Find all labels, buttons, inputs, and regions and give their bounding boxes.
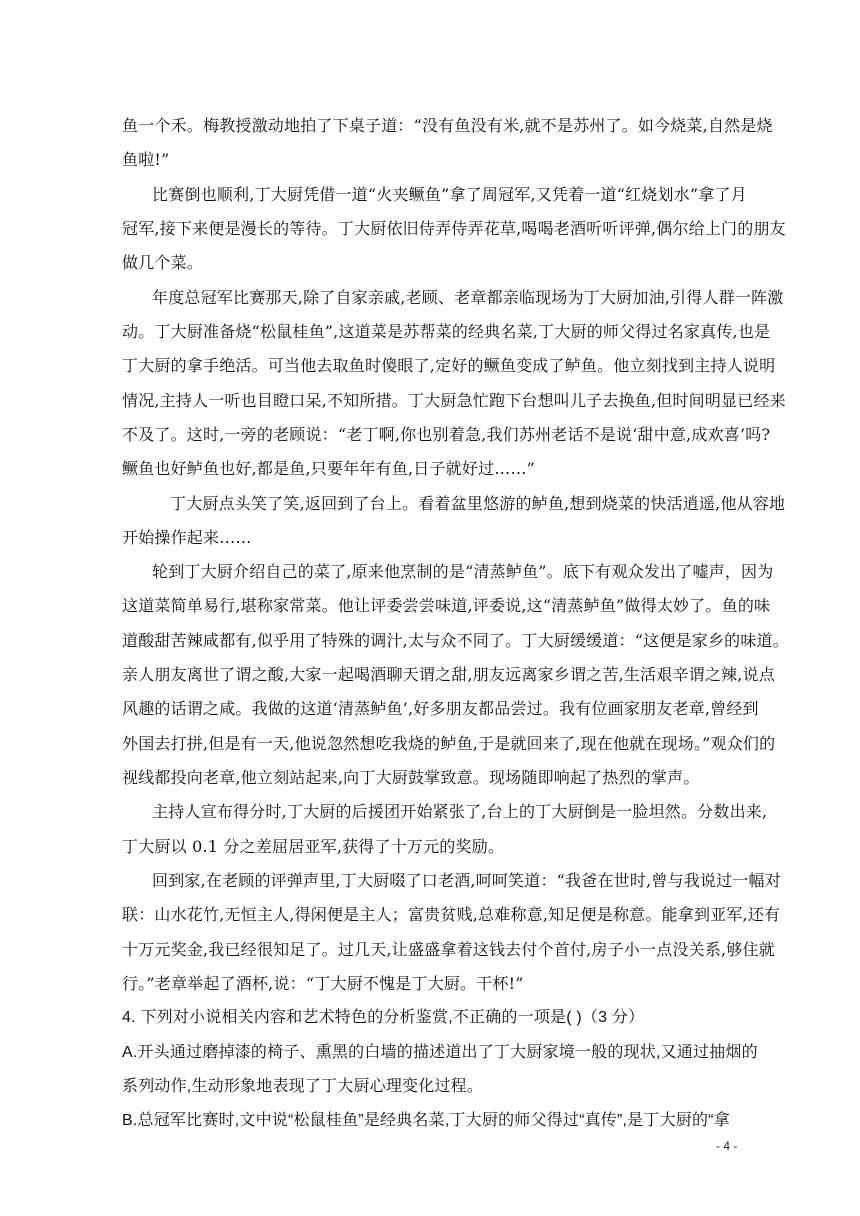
text-line: 回到家,在老顾的评弹声里,丁大厨啜了口老酒,呵呵笑道：“我爸在世时,曾与我说过一幅对 <box>152 871 781 890</box>
text-line: 道酸甜苦辣咸都有,似乎用了特殊的调汁,太与众不同了。丁大厨缓缓道：“这便是家乡的味道。 <box>122 631 789 650</box>
text-line: 开始操作起来…… <box>122 528 252 547</box>
text-line: 情况,主持人一听也目瞪口呆,不知所措。丁大厨急忙跑下台想叫儿子去换鱼,但时间明显已经来 <box>122 391 786 410</box>
text-line: 视线都投向老章,他立刻站起来,向丁大厨鼓掌致意。现场随即响起了热烈的掌声。 <box>122 768 700 787</box>
text-line: 这道菜简单易行,堪称家常菜。他让评委尝尝味道,评委说,这“清蒸鲈鱼”做得太妙了。鱼的味 <box>122 596 771 615</box>
text-line: 年度总冠军比赛那天,除了自家亲戚,老顾、老章都亲临现场为丁大厨加油,引得人群一阵激 <box>152 288 784 307</box>
text-line: 主持人宣布得分时,丁大厨的后援团开始紧张了,台上的丁大厨倒是一脸坦然。分数出来, <box>152 802 768 821</box>
text-line: 动。丁大厨准备烧“松鼠桂鱼”,这道菜是苏帮菜的经典名菜,丁大厨的师父得过名家真传,也是 <box>122 322 771 341</box>
text-line: 丁大厨以 0.1 分之差屈居亚军,获得了十万元的奖励。 <box>122 837 505 856</box>
text-line: 外国去打拼,但是有一天,他说忽然想吃我烧的鲈鱼,于是就回来了,现在他就在现场。”观众们的 <box>122 734 776 753</box>
text-line: 丁大厨点头笑了笑,返回到了台上。看着盆里悠游的鲈鱼,想到烧菜的快活逍遥,他从容地 <box>170 494 786 513</box>
text-line: 鱼啦!” <box>122 150 170 169</box>
option-b: B.总冠军比赛时,文中说“松鼠桂鱼”是经典名菜,丁大厨的师父得过“真传”,是丁大厨的“拿 <box>122 1112 730 1129</box>
text-line: 十万元奖金,我已经很知足了。过几天,让盛盛拿着这钱去付个首付,房子小一点没关系,够住就 <box>122 940 775 959</box>
text-line: 不及了。这时,一旁的老顾说：“老丁啊,你也别着急,我们苏州老话不是说‘甜中意,成欢喜’吗? <box>122 425 771 444</box>
text-line: 风趣的话谓之咸。我做的这道‘清蒸鲈鱼’,好多朋友都品尝过。我有位画家朋友老章,曾经到 <box>122 699 759 718</box>
text-line: 比赛倒也顺利,丁大厨凭借一道“火夹鳜鱼”拿了周冠军,又凭着一道“红烧划水”拿了月 <box>152 185 747 204</box>
page-number: - 4 - <box>716 1139 738 1153</box>
text-line: 鱼一个禾。梅教授激动地拍了下桌子道：“没有鱼没有米,就不是苏州了。如今烧菜,自然是烧 <box>122 116 773 135</box>
text-line: 丁大厨的拿手绝活。可当他去取鱼时傻眼了,定好的鳜鱼变成了鲈鱼。他立刻找到主持人说明 <box>122 356 776 375</box>
text-line: 冠军,接下来便是漫长的等待。丁大厨依旧侍弄侍弄花草,喝喝老酒听听评弹,偶尔给上门的朋友 <box>122 219 786 238</box>
option-a-continued: 系列动作,生动形象地表现了丁大厨心理变化过程。 <box>122 1078 484 1095</box>
text-line: 亲人朋友离世了谓之酸,大家一起喝酒聊天谓之甜,朋友远离家乡谓之苦,生活艰辛谓之辣,说点 <box>122 665 775 684</box>
text-line: 联：山水花竹,无恒主人,得闲便是主人；富贵贫贱,总难称意,知足便是称意。能拿到亚军,还有 <box>122 905 781 924</box>
text-line: 鳜鱼也好鲈鱼也好,都是鱼,只要年年有鱼,日子就好过……” <box>122 459 536 478</box>
option-a: A.开头通过磨掉漆的椅子、熏黑的白墙的描述道出了丁大厨家境一般的现状,又通过抽烟的 <box>122 1044 758 1061</box>
text-line: 行。”老章举起了酒杯,说：“丁大厨不愧是丁大厨。干杯!” <box>122 974 524 993</box>
text-line: 做几个菜。 <box>122 253 204 272</box>
question-stem: 4. 下列对小说相关内容和艺术特色的分析鉴赏,不正确的一项是( )（3 分） <box>122 1009 645 1026</box>
text-line: 轮到丁大厨介绍自己的菜了,原来他烹制的是“清蒸鲈鱼”。底下有观众发出了嘘声，因为 <box>152 562 774 581</box>
